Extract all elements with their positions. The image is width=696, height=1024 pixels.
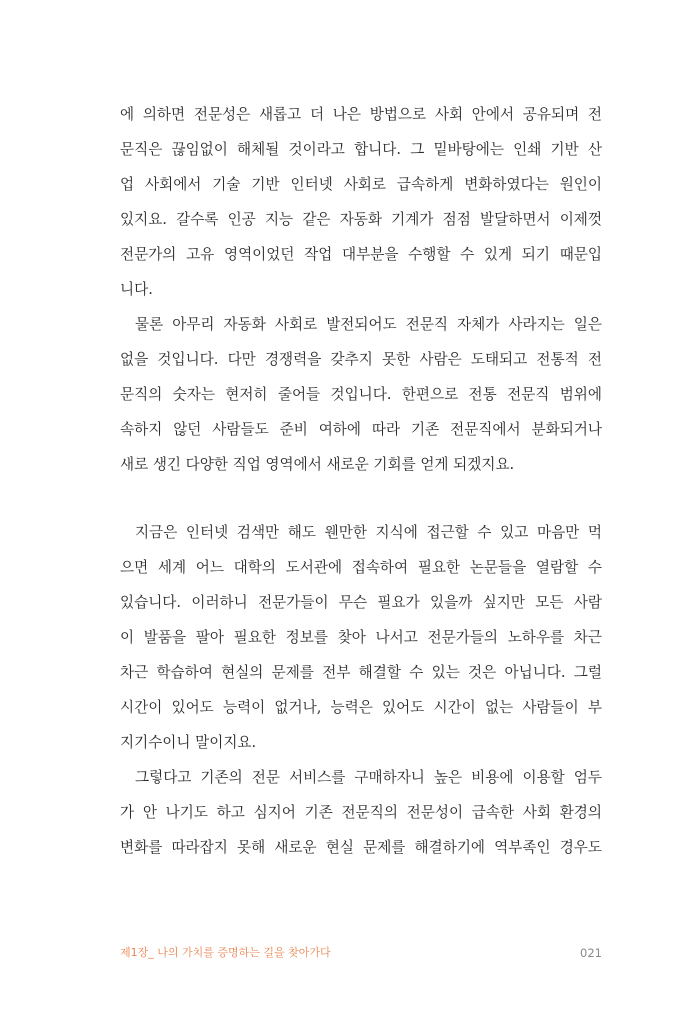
text-line: 있습니다. 이러하니 전문가들이 무슨 필요가 있을까 싶지만 모든 사람 xyxy=(120,594,602,611)
text-line: 있지요. 갈수록 인공 지능 같은 자동화 기계가 점점 발달하면서 이제껏 xyxy=(120,211,602,228)
page-footer xyxy=(120,944,602,962)
chapter-title: 제1장_ 나의 가치를 증명하는 길을 찾아가다 xyxy=(120,946,331,959)
text-line: 업 사회에서 기술 기반 인터넷 사회로 급속하게 변화하였다는 원인이 xyxy=(120,176,602,193)
page-number: 021 xyxy=(580,946,602,960)
text-line: 이 발품을 팔아 필요한 정보를 찾아 나서고 전문가들의 노하우를 차근 xyxy=(120,629,602,646)
text-line: 가 안 나기도 하고 심지어 기존 전문직의 전문성이 급속한 사회 환경의 xyxy=(120,804,602,821)
text-section-2 xyxy=(120,515,602,865)
paragraph-1 xyxy=(120,97,602,307)
text-line: 에 의하면 전문성은 새롭고 더 나은 방법으로 사회 안에서 공유되며 전 xyxy=(120,106,602,123)
text-line: 문직은 끊임없이 해체될 것이라고 합니다. 그 밑바탕에는 인쇄 기반 산 xyxy=(120,141,602,158)
text-line: 그렇다고 기존의 전문 서비스를 구매하자니 높은 비용에 이용할 엄두 xyxy=(135,769,602,786)
paragraph-4 xyxy=(120,760,602,865)
text-line: 지기수이니 말이지요. xyxy=(120,734,257,751)
text-line: 니다. xyxy=(120,281,153,298)
text-line: 지금은 인터넷 검색만 해도 웬만한 지식에 접근할 수 있고 마음만 먹 xyxy=(135,524,602,541)
text-line: 문직의 숫자는 현저히 줄어들 것입니다. 한편으로 전통 전문직 범위에 xyxy=(120,386,602,403)
text-line: 변화를 따라잡지 못해 새로운 현실 문제를 해결하기에 역부족인 경우도 xyxy=(120,839,602,856)
text-line: 차근 학습하여 현실의 문제를 전부 해결할 수 있는 것은 아닙니다. 그럴 xyxy=(120,664,602,681)
text-line: 으면 세계 어느 대학의 도서관에 접속하여 필요한 논문들을 열람할 수 xyxy=(120,559,602,576)
paragraph-3 xyxy=(120,515,602,760)
text-line: 시간이 있어도 능력이 없거나, 능력은 있어도 시간이 없는 사람들이 부 xyxy=(120,699,602,716)
paragraph-2 xyxy=(120,307,602,482)
text-line: 없을 것입니다. 다만 경쟁력을 갖추지 못한 사람은 도태되고 전통적 전 xyxy=(120,351,602,368)
text-line: 새로 생긴 다양한 직업 영역에서 새로운 기회를 얻게 되겠지요. xyxy=(120,456,515,473)
text-line: 물론 아무리 자동화 사회로 발전되어도 전문직 자체가 사라지는 일은 xyxy=(135,316,602,333)
text-line: 전문가의 고유 영역이었던 작업 대부분을 수행할 수 있게 되기 때문입 xyxy=(120,246,602,263)
text-section-1 xyxy=(120,97,602,482)
text-line: 속하지 않던 사람들도 준비 여하에 따라 기존 전문직에서 분화되거나 xyxy=(120,421,602,438)
